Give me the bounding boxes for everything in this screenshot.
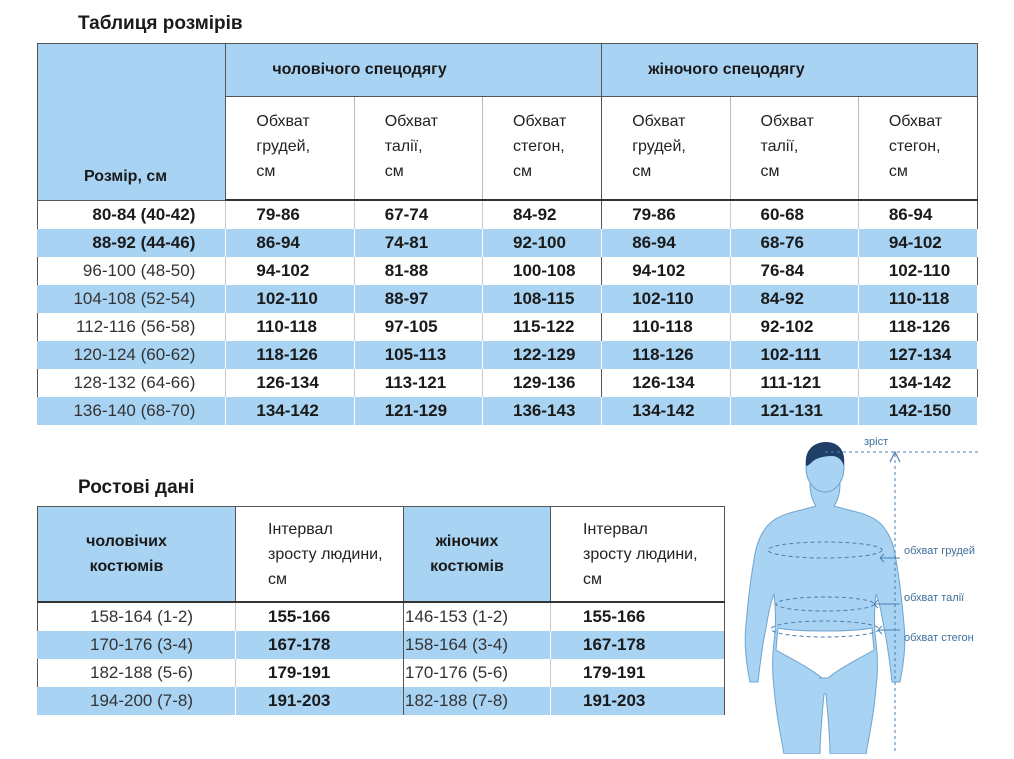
women-range-cell: 167-178 [551,631,725,659]
body-silhouette [745,484,905,754]
men-chest-header [226,97,354,201]
men-value-cell: 129-136 [483,369,602,397]
header-line: талії, [760,138,799,155]
human-silhouette-illustration [728,432,1014,754]
header-line: см [513,163,533,180]
size-table [37,43,978,425]
header-line: жіночих [435,533,499,550]
size-cell: 112-116 (56-58) [38,313,226,341]
women-value-cell: 102-110 [858,257,977,285]
men-value-cell: 118-126 [226,341,354,369]
size-cell: 88-92 (44-46) [38,229,226,257]
men-value-cell: 113-121 [354,369,482,397]
height-table [37,506,725,715]
women-hip-header [858,97,977,201]
men-group-header: чоловічого спецодягу [226,44,602,97]
men-value-cell: 79-86 [226,200,354,229]
men-height-interval-header [236,507,404,603]
women-value-cell: 76-84 [730,257,858,285]
men-waist-header [354,97,482,201]
men-value-cell: 108-115 [483,285,602,313]
women-value-cell: 118-126 [602,341,730,369]
table-row [38,200,978,229]
header-line: см [268,570,287,588]
header-line: грудей, [632,138,686,155]
men-value-cell: 122-129 [483,341,602,369]
men-size-cell: 158-164 (1-2) [38,602,236,631]
header-line: Обхват [513,113,567,130]
men-size-cell: 170-176 (3-4) [38,631,236,659]
women-value-cell: 134-142 [602,397,730,425]
header-line: Обхват [632,113,686,130]
women-value-cell: 126-134 [602,369,730,397]
header-line: зросту людини, [268,545,383,563]
men-value-cell: 136-143 [483,397,602,425]
header-line: грудей, [256,138,311,155]
women-value-cell: 92-102 [730,313,858,341]
table-row [38,602,725,631]
men-value-cell: 67-74 [354,200,482,229]
women-value-cell: 121-131 [730,397,858,425]
size-cell: 80-84 (40-42) [38,200,226,229]
women-value-cell: 102-111 [730,341,858,369]
men-size-cell: 194-200 (7-8) [38,687,236,715]
header-line: Обхват [888,113,943,130]
men-value-cell: 97-105 [354,313,482,341]
women-waist-header [730,97,858,201]
women-chest-header [602,97,730,201]
women-value-cell: 94-102 [602,257,730,285]
men-value-cell: 110-118 [226,313,354,341]
women-value-cell: 111-121 [730,369,858,397]
women-range-cell: 179-191 [551,659,725,687]
women-value-cell: 102-110 [602,285,730,313]
women-group-header: жіночого спецодягу [602,44,978,97]
height-table-title: Ростові дані [78,477,195,498]
women-size-cell: 182-188 (7-8) [404,687,551,715]
header-line: Інтервал [268,520,333,538]
header-line: зросту людини, [583,545,698,563]
header-line: талії, [384,138,423,155]
women-size-cell: 170-176 (5-6) [404,659,551,687]
men-value-cell: 94-102 [226,257,354,285]
women-size-cell: 146-153 (1-2) [404,602,551,631]
waist-label: обхват талії [904,592,965,604]
men-range-cell: 155-166 [236,602,404,631]
header-line: костюмів [89,558,164,575]
men-value-cell: 86-94 [226,229,354,257]
women-value-cell: 79-86 [602,200,730,229]
header-line: Обхват [384,113,438,130]
header-line: см [888,163,908,180]
header-line: см [256,163,276,180]
women-size-cell: 158-164 (3-4) [404,631,551,659]
size-cell: 136-140 (68-70) [38,397,226,425]
header-line: костюмів [430,558,504,575]
men-value-cell: 81-88 [354,257,482,285]
women-value-cell: 134-142 [858,369,977,397]
women-value-cell: 68-76 [730,229,858,257]
table-row [38,257,978,285]
men-value-cell: 115-122 [483,313,602,341]
women-value-cell: 127-134 [858,341,977,369]
header-line: чоловічих [86,533,167,550]
height-label: зріст [864,436,889,448]
header-line: Інтервал [583,520,648,538]
women-range-cell: 155-166 [551,602,725,631]
men-suits-header [38,507,236,603]
table-row [38,341,978,369]
men-value-cell: 100-108 [483,257,602,285]
table-row [38,369,978,397]
men-value-cell: 92-100 [483,229,602,257]
men-value-cell: 102-110 [226,285,354,313]
table-row [38,631,725,659]
men-value-cell: 74-81 [354,229,482,257]
size-cell: 104-108 (52-54) [38,285,226,313]
women-value-cell: 94-102 [858,229,977,257]
table-row [38,313,978,341]
women-height-interval-header [551,507,725,603]
table-row [38,285,978,313]
header-line: см [384,163,404,180]
women-suits-header [404,507,551,603]
header-line: см [632,163,652,180]
men-value-cell: 134-142 [226,397,354,425]
women-value-cell: 60-68 [730,200,858,229]
men-value-cell: 105-113 [354,341,482,369]
header-line: стегон, [513,138,565,155]
women-range-cell: 191-203 [551,687,725,715]
women-value-cell: 110-118 [602,313,730,341]
body-measurement-figure [728,432,1014,754]
header-line: Обхват [256,113,310,130]
header-line: стегон, [888,138,941,155]
table-row [38,397,978,425]
men-value-cell: 121-129 [354,397,482,425]
men-size-cell: 182-188 (5-6) [38,659,236,687]
women-value-cell: 84-92 [730,285,858,313]
hip-label: обхват стегон [904,632,974,644]
women-value-cell: 86-94 [858,200,977,229]
men-value-cell: 126-134 [226,369,354,397]
size-cell: 120-124 (60-62) [38,341,226,369]
chest-label: обхват грудей [904,545,976,557]
header-line: см [583,570,602,588]
men-hip-header [483,97,602,201]
header-line: см [760,163,780,180]
header-line: Обхват [760,113,814,130]
table-row [38,687,725,715]
men-value-cell: 84-92 [483,200,602,229]
women-value-cell: 118-126 [858,313,977,341]
women-value-cell: 142-150 [858,397,977,425]
size-column-header: Розмір, см [38,44,226,201]
men-range-cell: 191-203 [236,687,404,715]
men-range-cell: 179-191 [236,659,404,687]
table-row [38,659,725,687]
men-value-cell: 88-97 [354,285,482,313]
size-table-title: Таблиця розмірів [78,13,243,34]
table-row [38,229,978,257]
size-cell: 128-132 (64-66) [38,369,226,397]
women-value-cell: 110-118 [858,285,977,313]
men-range-cell: 167-178 [236,631,404,659]
women-value-cell: 86-94 [602,229,730,257]
size-cell: 96-100 (48-50) [38,257,226,285]
